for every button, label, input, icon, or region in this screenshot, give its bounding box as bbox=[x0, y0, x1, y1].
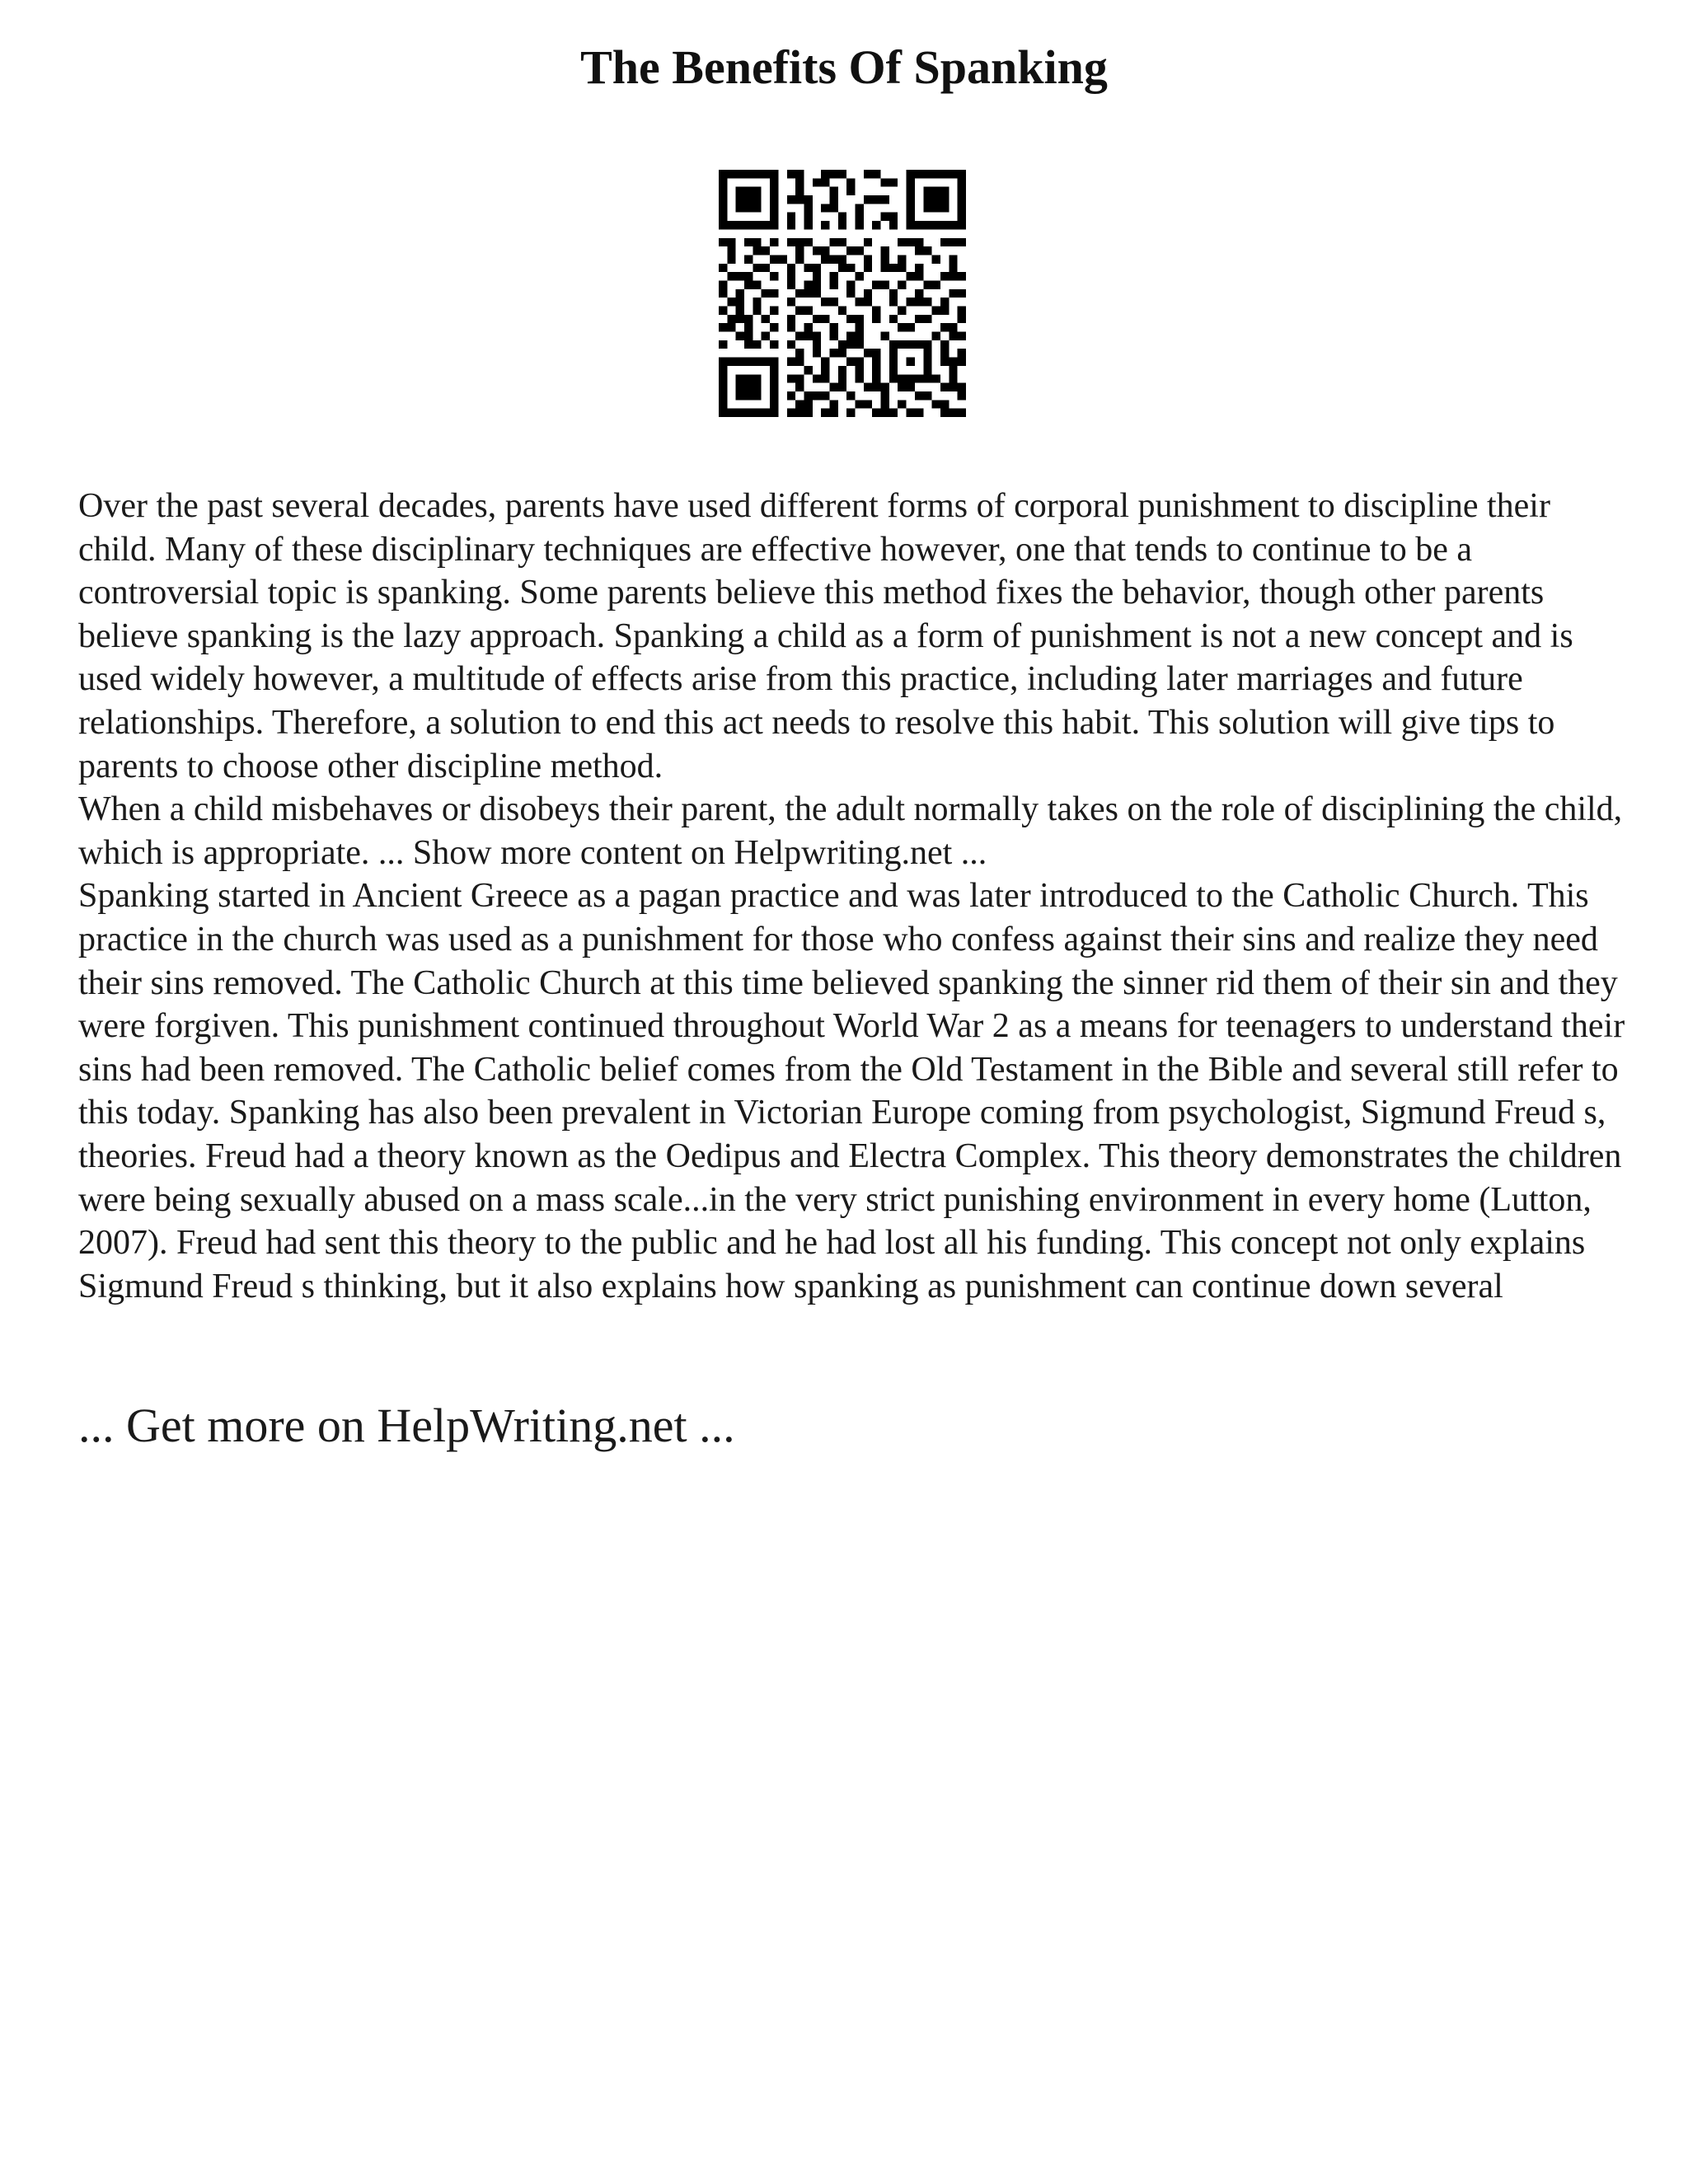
get-more-link[interactable]: ... Get more on HelpWriting.net ... bbox=[78, 1399, 735, 1452]
body-paragraph-2: When a child misbehaves or disobeys their parent, the adult normally takes on the role of disciplining the child, which is appropriate. ... Show more content on Helpwriting.net ... bbox=[78, 790, 1623, 872]
document-title: The Benefits Of Spanking bbox=[580, 40, 1108, 94]
qr-code-icon bbox=[719, 170, 966, 417]
body-paragraph-3: Spanking started in Ancient Greece as a pagan practice and was later introduced to the Catholic Church. This practice in the church was used as a punishment for those who confess against their sins and realize they need their sins removed. The Catholic Church at this time believed spanking the sinner rid them of their sin and they were forgiven. This punishment continued throughout World War 2 as a means for teenagers to understand their sins had been removed. The Catholic belief comes from the Old Testament in the Bible and several still refer to this today. Spanking has also been prevalent in Victorian Europe coming from psychologist, Sigmund Freud s, theories. Freud had a theory known as the Oedipus and Electra Complex. This theory demonstrates the children were being sexually abused on a mass scale...in the very strict punishing environment in every home (Lutton, 2007). Freud had sent this theory to the public and he had lost all his funding. This concept not only explains Sigmund Freud s thinking, but it also explains how spanking as punishment can continue down several bbox=[78, 877, 1625, 1305]
document-body bbox=[78, 485, 1628, 1308]
body-paragraph-1: Over the past several decades, parents have used different forms of corporal punishment to discipline their child. Many of these disciplinary techniques are effective however, one that tends to continue to be a controversial topic is spanking. Some parents believe this method fixes the behavior, though other parents believe spanking is the lazy approach. Spanking a child as a form of punishment is not a new concept and is used widely however, a multitude of effects arise from this practice, including later marriages and future relationships. Therefore, a solution to end this act needs to resolve this habit. This solution will give tips to parents to choose other discipline method. bbox=[78, 487, 1573, 785]
